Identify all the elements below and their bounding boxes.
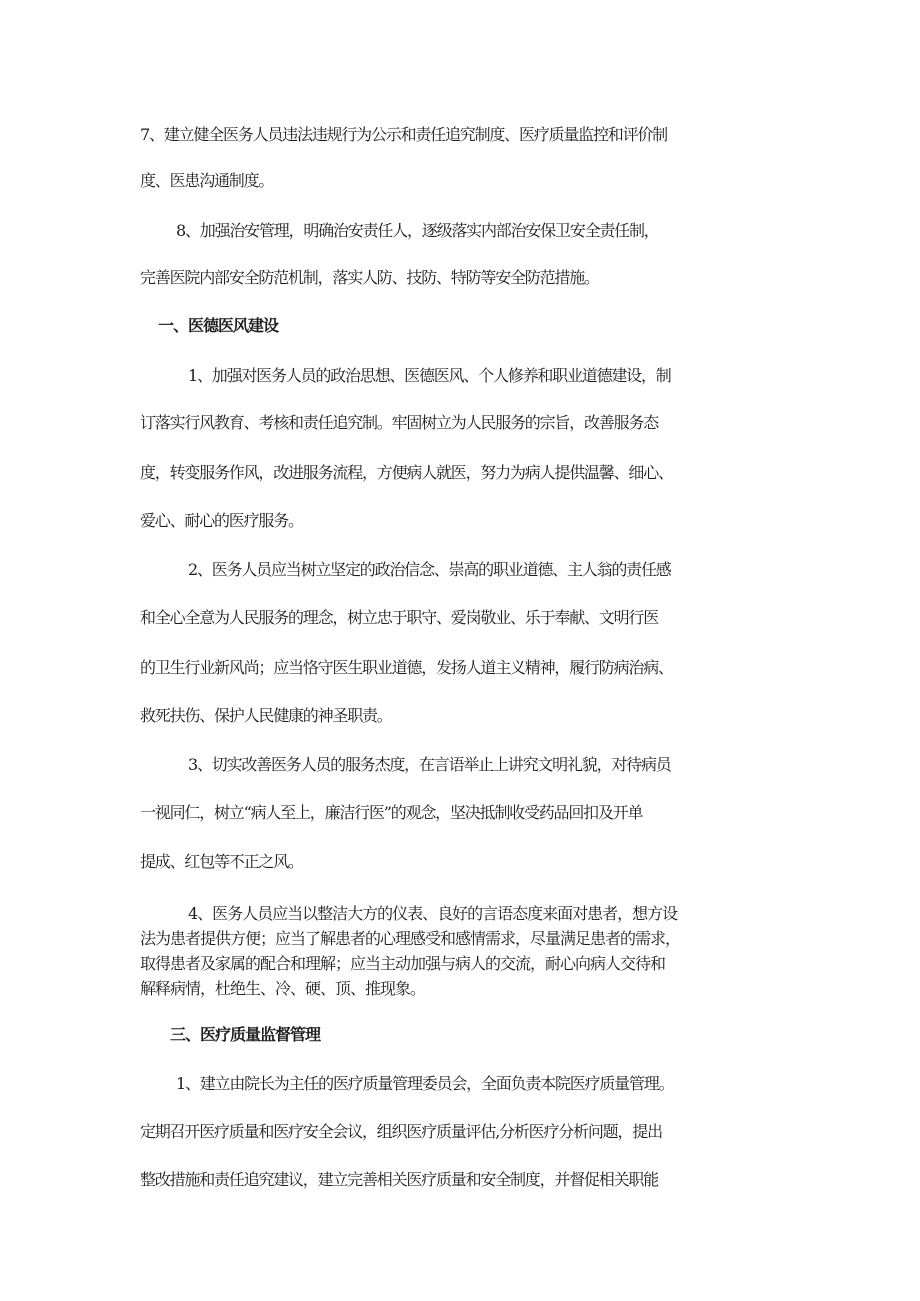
quality-item-1-line-2: 定期召开医疗质量和医疗安全会议，组织医疗质量评估,分析医疗分析问题，提出 — [140, 1122, 662, 1141]
ethics-item-2-line-2: 和全心全意为人民服务的理念，树立忠于职守、爱岗敬业、乐于奉献、文明行医 — [140, 608, 659, 627]
ethics-item-2-line-4: 救死扶伤、保护人民健康的神圣职责。 — [140, 706, 392, 725]
ethics-item-1-line-4: 爱心、耐心的医疗服务。 — [140, 511, 303, 530]
ethics-item-4-line-2: 法为患者提供方便；应当了解患者的心理感受和感情需求，尽量满足患者的需求， — [140, 929, 681, 948]
quality-item-1-line-3: 整改措施和责任追究建议，建立完善相关医疗质量和安全制度，并督促相关职能 — [140, 1170, 659, 1189]
ethics-item-4-line-4: 解释病情，杜绝生、冷、硬、顶、推现象。 — [140, 979, 426, 998]
ethics-item-3-line-1: 3、切实改善医务人员的服务杰度，在言语举止上讲究文明礼貌，对待病员 — [188, 755, 671, 774]
ethics-item-2-line-1: 2、医务人员应当树立坚定的政治信念、崇高的职业道德、主人翁的责任感 — [188, 560, 671, 579]
section-heading-medical-ethics: 一、医德医风建设 — [158, 316, 279, 335]
ethics-item-2-line-3: 的卫生行业新风尚；应当恪守医生职业道德，发扬人道主义精神，履行防病治病、 — [140, 658, 673, 677]
paragraph-7-line-1: 7、建立健全医务人员违法违规行为公示和责任追究制度、医疗质量监控和评价制 — [140, 125, 667, 144]
paragraph-8-line-2: 完善医院内部安全防范机制，落实人防、技防、特防等安全防范措施。 — [140, 268, 599, 287]
ethics-item-1-line-3: 度，转变服务作风，改进服务流程，方便病人就医，努力为病人提供温馨、细心、 — [140, 463, 673, 482]
paragraph-8-line-1: 8、加强治安管理，明确治安责任人，逐级落实内部治安保卫安全责任制， — [176, 221, 659, 240]
ethics-item-4-line-1: 4、医务人员应当以整洁大方的仪表、良好的言语态度来面对患者，想方设 — [188, 904, 678, 923]
ethics-item-1-line-1: 1、加强对医务人员的政治思想、医德医风、个人修养和职业道德建设，制 — [188, 366, 671, 385]
ethics-item-4-line-3: 取得患者及家属的配合和理解；应当主动加强与病人的交流，耐心向病人交待和 — [140, 954, 666, 973]
ethics-item-3-line-3: 提成、红包等不正之风。 — [140, 852, 303, 871]
ethics-item-3-line-2: 一视同仁，树立“病人至上，廉洁行医”的观念，坚决抵制收受药品回扣及开单 — [140, 803, 643, 822]
quality-item-1-line-1: 1、建立由院长为主任的医疗质量管理委员会，全面负责本院医疗质量管理。 — [176, 1074, 674, 1093]
section-heading-quality-supervision: 三、医疗质量监督管理 — [170, 1025, 321, 1044]
ethics-item-1-line-2: 订落实行风教育、考核和责任追究制。牢固树立为人民服务的宗旨，改善服务态 — [140, 413, 659, 432]
paragraph-7-line-2: 度、医患沟通制度。 — [140, 171, 274, 190]
